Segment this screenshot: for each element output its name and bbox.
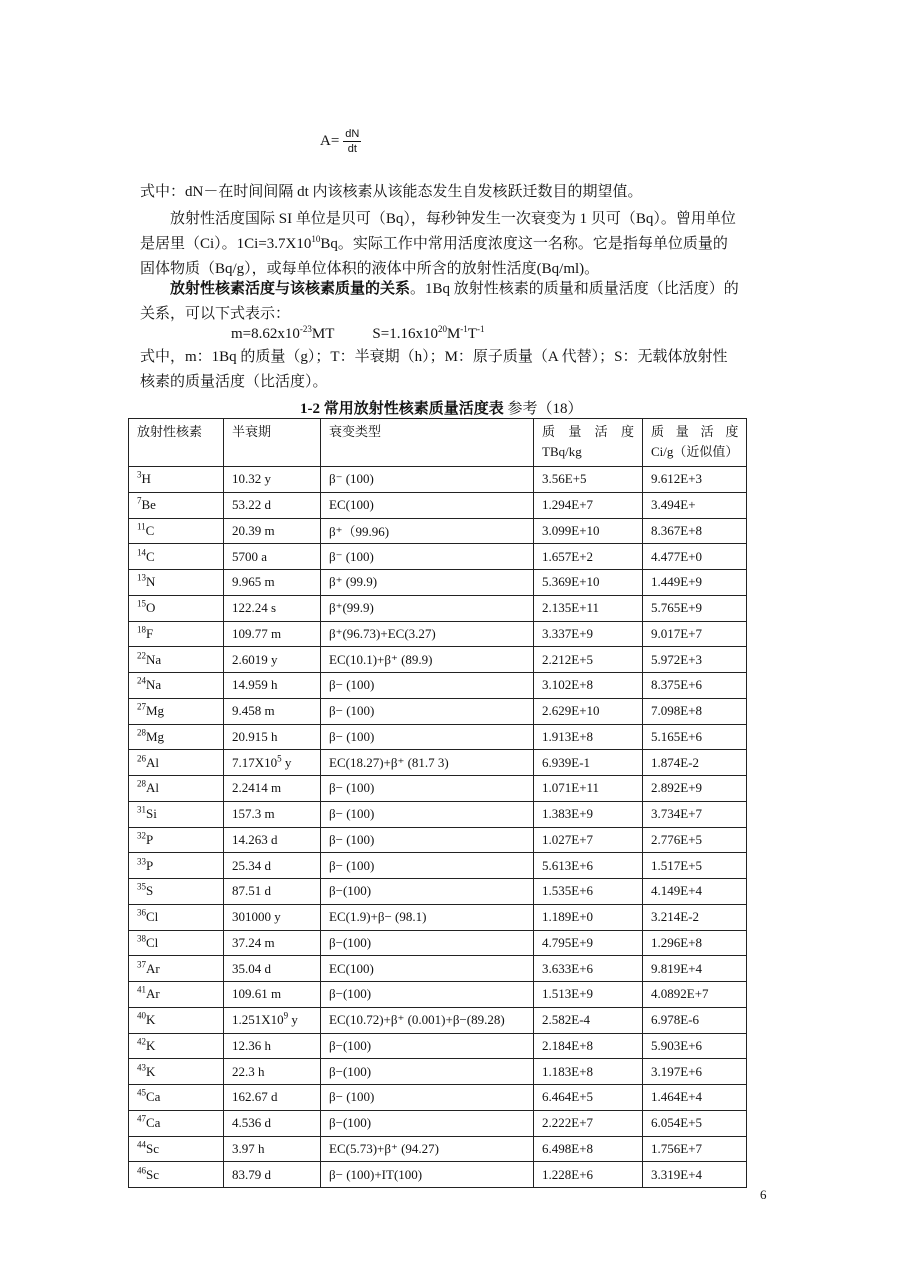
cell-tbq-kg: 6.464E+5	[534, 1085, 643, 1111]
cell-nuclide: $^{40}$K	[129, 1007, 224, 1033]
cell-decay-type: β⁻ (100)	[321, 467, 534, 493]
table-row	[129, 750, 747, 776]
paragraph-symbol-definitions-line1: 式中，m：1Bq 的质量（g）；T：半衰期（h）；M：原子质量（A 代替）；S：无载体放射性	[140, 349, 728, 365]
cell-ci-g: 9.819E+4	[643, 956, 747, 982]
cell-tbq-kg: 1.383E+9	[534, 801, 643, 827]
table-title: 1-2 常用放射性核素质量活度表 参考（18）	[300, 401, 583, 417]
table-row	[129, 1033, 747, 1059]
table-row	[129, 801, 747, 827]
cell-decay-type: β− (100)	[321, 801, 534, 827]
cell-decay-type: β−(100)	[321, 1059, 534, 1085]
cell-decay-type: EC(10.1)+β⁺ (89.9)	[321, 647, 534, 673]
cell-nuclide: $^{15}$O	[129, 595, 224, 621]
cell-halflife: 5700 a	[224, 544, 321, 570]
cell-nuclide: $^{31}$Si	[129, 801, 224, 827]
cell-tbq-kg: 2.222E+7	[534, 1110, 643, 1136]
cell-nuclide: $^7$Be	[129, 492, 224, 518]
table-row	[129, 904, 747, 930]
paragraph-mass-relation-line1: 放射性核素活度与该核素质量的关系。1Bq 放射性核素的质量和质量活度（比活度）的	[170, 281, 739, 297]
cell-halflife: 87.51 d	[224, 879, 321, 905]
cell-decay-type: β⁺（99.96)	[321, 518, 534, 544]
cell-tbq-kg: 6.939E-1	[534, 750, 643, 776]
paragraph-symbol-definitions-line2: 核素的质量活度（比活度）。	[140, 374, 328, 390]
cell-decay-type: EC(10.72)+β⁺ (0.001)+β−(89.28)	[321, 1007, 534, 1033]
cell-halflife: 25.34 d	[224, 853, 321, 879]
cell-ci-g: 7.098E+8	[643, 698, 747, 724]
activity-formula-lhs: A=	[320, 133, 340, 149]
cell-halflife: 3.97 h	[224, 1136, 321, 1162]
cell-ci-g: 8.367E+8	[643, 518, 747, 544]
cell-nuclide: $^{27}$Mg	[129, 698, 224, 724]
cell-halflife: 9.965 m	[224, 570, 321, 596]
cell-halflife: 162.67 d	[224, 1085, 321, 1111]
table-row	[129, 879, 747, 905]
cell-ci-g: 9.017E+7	[643, 621, 747, 647]
cell-decay-type: EC(5.73)+β⁺ (94.27)	[321, 1136, 534, 1162]
cell-decay-type: β⁺(96.73)+EC(3.27)	[321, 621, 534, 647]
header-ci-g: 质 量 活 度 Ci/g（近似值）	[643, 419, 747, 467]
cell-decay-type: β⁻ (100)	[321, 544, 534, 570]
cell-nuclide: $^{38}$Cl	[129, 930, 224, 956]
cell-decay-type: β− (100)	[321, 698, 534, 724]
table-row	[129, 853, 747, 879]
table-row	[129, 492, 747, 518]
paragraph-symbol-definitions	[140, 345, 770, 395]
cell-ci-g: 5.972E+3	[643, 647, 747, 673]
header-nuclide: 放射性核素	[129, 419, 224, 467]
cell-ci-g: 1.296E+8	[643, 930, 747, 956]
cell-decay-type: β−(100)	[321, 1033, 534, 1059]
cell-halflife: 4.536 d	[224, 1110, 321, 1136]
cell-ci-g: 6.978E-6	[643, 1007, 747, 1033]
cell-tbq-kg: 2.184E+8	[534, 1033, 643, 1059]
table-row	[129, 827, 747, 853]
cell-nuclide: $^{28}$Al	[129, 776, 224, 802]
cell-tbq-kg: 1.071E+11	[534, 776, 643, 802]
cell-nuclide: $^{14}$C	[129, 544, 224, 570]
cell-halflife: 109.77 m	[224, 621, 321, 647]
paragraph-si-unit-line1: 放射性活度国际 SI 单位是贝可（Bq），每秒钟发生一次衰变为 1 贝可（Bq）。曾用单位	[170, 211, 736, 227]
paragraph-mass-relation	[140, 277, 770, 327]
cell-ci-g: 4.0892E+7	[643, 982, 747, 1008]
cell-nuclide: $^{35}$S	[129, 879, 224, 905]
cell-halflife: 157.3 m	[224, 801, 321, 827]
cell-halflife: 37.24 m	[224, 930, 321, 956]
cell-tbq-kg: 3.102E+8	[534, 673, 643, 699]
paragraph-dn-definition: 式中：dN－在时间间隔 dt 内该核素从该能态发生自发核跃迁数目的期望值。	[140, 184, 643, 200]
table-row	[129, 673, 747, 699]
table-row	[129, 1162, 747, 1188]
cell-ci-g: 1.449E+9	[643, 570, 747, 596]
cell-tbq-kg: 3.099E+10	[534, 518, 643, 544]
cell-decay-type: β−(100)	[321, 982, 534, 1008]
mass-formula: $m=8.62x10^{-23}MT$ $S=1.16x10^{20}M^{-1}T^{-1}$	[231, 324, 485, 342]
table-row	[129, 724, 747, 750]
cell-halflife: 83.79 d	[224, 1162, 321, 1188]
cell-tbq-kg: 4.795E+9	[534, 930, 643, 956]
cell-ci-g: 6.054E+5	[643, 1110, 747, 1136]
cell-nuclide: $^{45}$Ca	[129, 1085, 224, 1111]
cell-halflife: 109.61 m	[224, 982, 321, 1008]
cell-ci-g: 8.375E+6	[643, 673, 747, 699]
header-tbq-kg: 质 量 活 度 TBq/kg	[534, 419, 643, 467]
cell-nuclide: $^{11}$C	[129, 518, 224, 544]
cell-tbq-kg: 6.498E+8	[534, 1136, 643, 1162]
cell-nuclide: $^{37}$Ar	[129, 956, 224, 982]
paragraph-si-unit-line2: 是居里（Ci）。$1Ci=3.7X10^{10}Bq$。实际工作中常用活度浓度这一名称。它是指每单位质量的	[140, 234, 728, 252]
cell-halflife: 22.3 h	[224, 1059, 321, 1085]
cell-ci-g: 5.165E+6	[643, 724, 747, 750]
table-row	[129, 698, 747, 724]
cell-tbq-kg: 2.212E+5	[534, 647, 643, 673]
cell-ci-g: 1.756E+7	[643, 1136, 747, 1162]
cell-tbq-kg: 2.582E-4	[534, 1007, 643, 1033]
cell-tbq-kg: 1.535E+6	[534, 879, 643, 905]
table-row	[129, 647, 747, 673]
cell-ci-g: 3.319E+4	[643, 1162, 747, 1188]
cell-nuclide: $^{43}$K	[129, 1059, 224, 1085]
cell-tbq-kg: 1.183E+8	[534, 1059, 643, 1085]
bold-heading: 放射性核素活度与该核素质量的关系	[170, 281, 411, 297]
fraction-denominator: dt	[347, 143, 357, 155]
cell-nuclide: $^{41}$Ar	[129, 982, 224, 1008]
cell-decay-type: β− (100)	[321, 853, 534, 879]
table-row	[129, 621, 747, 647]
paragraph-si-unit	[140, 207, 770, 282]
cell-decay-type: EC(18.27)+β⁺ (81.7 3)	[321, 750, 534, 776]
cell-nuclide: $^{22}$Na	[129, 647, 224, 673]
cell-halflife: $7.17X10^5$ y	[224, 750, 321, 776]
cell-ci-g: 3.214E-2	[643, 904, 747, 930]
cell-decay-type: EC(100)	[321, 492, 534, 518]
cell-ci-g: 4.477E+0	[643, 544, 747, 570]
table-row	[129, 776, 747, 802]
cell-ci-g: 4.149E+4	[643, 879, 747, 905]
table-row	[129, 1136, 747, 1162]
table-row	[129, 930, 747, 956]
cell-ci-g: 3.734E+7	[643, 801, 747, 827]
fraction	[343, 128, 361, 155]
cell-decay-type: β− (100)	[321, 776, 534, 802]
table-header-row	[129, 419, 747, 467]
table-row	[129, 518, 747, 544]
cell-nuclide: $^{36}$Cl	[129, 904, 224, 930]
header-decay-type: 衰变类型	[321, 419, 534, 467]
cell-decay-type: β−(100)	[321, 879, 534, 905]
cell-ci-g: 9.612E+3	[643, 467, 747, 493]
cell-nuclide: $^{47}$Ca	[129, 1110, 224, 1136]
cell-ci-g: 2.776E+5	[643, 827, 747, 853]
cell-decay-type: EC(100)	[321, 956, 534, 982]
cell-decay-type: β− (100)	[321, 1085, 534, 1111]
table-row	[129, 982, 747, 1008]
cell-nuclide: $^{33}$P	[129, 853, 224, 879]
table-row	[129, 1059, 747, 1085]
cell-halflife: 20.39 m	[224, 518, 321, 544]
page-number: 6	[760, 1187, 767, 1202]
table-row	[129, 544, 747, 570]
cell-halflife: 122.24 s	[224, 595, 321, 621]
cell-halflife: $1.251X10^9$ y	[224, 1007, 321, 1033]
cell-tbq-kg: 3.337E+9	[534, 621, 643, 647]
cell-ci-g: 5.765E+9	[643, 595, 747, 621]
table-row	[129, 570, 747, 596]
cell-ci-g: 3.494E+	[643, 492, 747, 518]
cell-ci-g: 5.903E+6	[643, 1033, 747, 1059]
cell-nuclide: $^{24}$Na	[129, 673, 224, 699]
cell-tbq-kg: 1.513E+9	[534, 982, 643, 1008]
cell-tbq-kg: 3.56E+5	[534, 467, 643, 493]
fraction-numerator: dN	[345, 128, 360, 140]
cell-nuclide: $^{28}$Mg	[129, 724, 224, 750]
cell-ci-g: 3.197E+6	[643, 1059, 747, 1085]
cell-ci-g: 2.892E+9	[643, 776, 747, 802]
cell-tbq-kg: 1.657E+2	[534, 544, 643, 570]
header-halflife: 半衰期	[224, 419, 321, 467]
table-row	[129, 1110, 747, 1136]
cell-nuclide: $^{13}$N	[129, 570, 224, 596]
cell-tbq-kg: 1.189E+0	[534, 904, 643, 930]
cell-halflife: 2.6019 y	[224, 647, 321, 673]
cell-halflife: 12.36 h	[224, 1033, 321, 1059]
cell-tbq-kg: 1.228E+6	[534, 1162, 643, 1188]
cell-ci-g: 1.874E-2	[643, 750, 747, 776]
cell-decay-type: β− (100)+IT(100)	[321, 1162, 534, 1188]
paragraph-si-unit-line3: 固体物质（Bq/g），或每单位体积的液体中所含的放射性活度(Bq/ml)。	[140, 261, 600, 277]
cell-tbq-kg: 1.294E+7	[534, 492, 643, 518]
cell-tbq-kg: 2.135E+11	[534, 595, 643, 621]
cell-nuclide: $^{42}$K	[129, 1033, 224, 1059]
cell-halflife: 35.04 d	[224, 956, 321, 982]
cell-nuclide: $^{26}$Al	[129, 750, 224, 776]
cell-decay-type: β− (100)	[321, 673, 534, 699]
cell-halflife: 2.2414 m	[224, 776, 321, 802]
paragraph-mass-relation-line2: 关系，可以下式表示：	[140, 306, 291, 322]
cell-halflife: 301000 y	[224, 904, 321, 930]
table-row	[129, 1085, 747, 1111]
cell-ci-g: 1.464E+4	[643, 1085, 747, 1111]
cell-halflife: 14.263 d	[224, 827, 321, 853]
table-row	[129, 467, 747, 493]
cell-halflife: 9.458 m	[224, 698, 321, 724]
table-row	[129, 956, 747, 982]
cell-decay-type: EC(1.9)+β− (98.1)	[321, 904, 534, 930]
table-row	[129, 595, 747, 621]
cell-halflife: 20.915 h	[224, 724, 321, 750]
cell-decay-type: β−(100)	[321, 1110, 534, 1136]
cell-decay-type: β− (100)	[321, 827, 534, 853]
table-row	[129, 1007, 747, 1033]
cell-tbq-kg: 5.613E+6	[534, 853, 643, 879]
cell-halflife: 10.32 y	[224, 467, 321, 493]
cell-tbq-kg: 3.633E+6	[534, 956, 643, 982]
cell-tbq-kg: 5.369E+10	[534, 570, 643, 596]
cell-halflife: 53.22 d	[224, 492, 321, 518]
cell-decay-type: β−(100)	[321, 930, 534, 956]
cell-tbq-kg: 1.913E+8	[534, 724, 643, 750]
cell-tbq-kg: 1.027E+7	[534, 827, 643, 853]
cell-halflife: 14.959 h	[224, 673, 321, 699]
cell-nuclide: $^{46}$Sc	[129, 1162, 224, 1188]
cell-decay-type: β⁺(99.9)	[321, 595, 534, 621]
cell-nuclide: $^{32}$P	[129, 827, 224, 853]
cell-nuclide: $^3$H	[129, 467, 224, 493]
cell-decay-type: β− (100)	[321, 724, 534, 750]
cell-ci-g: 1.517E+5	[643, 853, 747, 879]
cell-nuclide: $^{18}$F	[129, 621, 224, 647]
cell-decay-type: β⁺ (99.9)	[321, 570, 534, 596]
activity-formula	[320, 128, 361, 155]
cell-tbq-kg: 2.629E+10	[534, 698, 643, 724]
nuclide-activity-table	[128, 418, 747, 1188]
cell-nuclide: $^{44}$Sc	[129, 1136, 224, 1162]
